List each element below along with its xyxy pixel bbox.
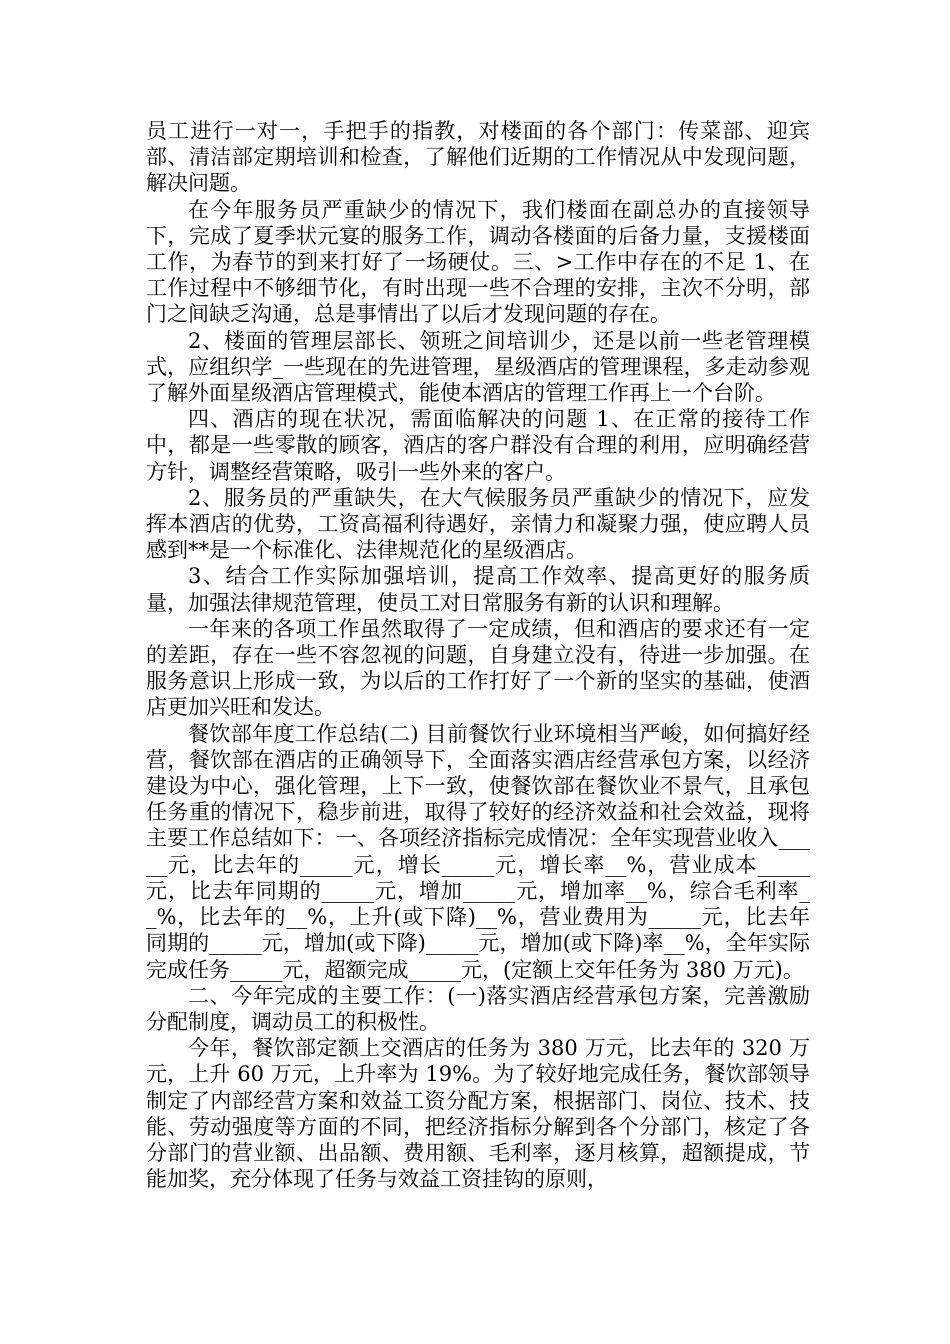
paragraph-9: 二、今年完成的主要工作：(一)落实酒店经营承包方案，完善激励分配制度，调动员工的积极性。	[146, 983, 810, 1034]
paragraph-8: 餐饮部年度工作总结(二) 目前餐饮行业环境相当严峻，如何搞好经营，餐饮部在酒店的正确领导下，全面落实酒店经营承包方案，以经济建设为中心，强化管理，上下一致，使餐饮部在餐饮业不景气，且承包任务重的情况下，稳步前进，取得了较好的经济效益和社会效益，现将主要工作总结如下：一、各项经济指标完成情况：全年实现营业收入_____元，比去年的_____元，增长_____元，增长率__%，营业成本_____元，比去年同期的_____元，增加_____元，增加率__%，综合毛利率__%，比去年的__%，上升(或下降)__%，营业费用为_____元，比去年同期的_____元，增加(或下降)_____元，增加(或下降)率__%，全年实际完成任务_____元，超额完成_____元，(定额上交年任务为 380 万元)。	[146, 721, 810, 982]
document-page	[146, 118, 810, 1192]
paragraph-2: 在今年服务员严重缺少的情况下，我们楼面在副总办的直接领导下，完成了夏季状元宴的服务工作，调动各楼面的后备力量，支援楼面工作，为春节的到来打好了一场硬仗。三、>工作中存在的不足 1、在工作过程中不够细节化，有时出现一些不合理的安排，主次不分明，部门之间缺乏沟通，总是事情出了以后才发现问题的存在。	[146, 197, 810, 327]
paragraph-5: 2、服务员的严重缺失，在大气候服务员严重缺少的情况下，应发挥本酒店的优势，工资高福利待遇好，亲情力和凝聚力强，使应聘人员感到**是一个标准化、法律规范化的星级酒店。	[146, 485, 810, 563]
paragraph-6: 3、结合工作实际加强培训，提高工作效率、提高更好的服务质量，加强法律规范管理，使员工对日常服务有新的认识和理解。	[146, 564, 810, 615]
paragraph-3: 2、楼面的管理层部长、领班之间培训少，还是以前一些老管理模式，应组织学_一些现在的先进管理，星级酒店的管理课程，多走动参观了解外面星级酒店管理模式，能使本酒店的管理工作再上一个台阶。	[146, 328, 810, 406]
paragraph-10: 今年，餐饮部定额上交酒店的任务为 380 万元，比去年的 320 万元，上升 60 万元，上升率为 19%。为了较好地完成任务，餐饮部领导制定了内部经营方案和效益工资分配方案，根据部门、岗位、技术、技能、劳动强度等方面的不同，把经济指标分解到各个分部门，核定了各分部门的营业额、出品额、费用额、毛利率，逐月核算，超额提成，节能加奖，充分体现了任务与效益工资挂钩的原则，	[146, 1036, 810, 1192]
paragraph-4: 四、酒店的现在状况，需面临解决的问题 1、在正常的接待工作中，都是一些零散的顾客，酒店的客户群没有合理的利用，应明确经营方针，调整经营策略，吸引一些外来的客户。	[146, 407, 810, 484]
paragraph-7: 一年来的各项工作虽然取得了一定成绩，但和酒店的要求还有一定的差距，存在一些不容忽视的问题，自身建立没有，待进一步加强。在服务意识上形成一致，为以后的工作打好了一个新的坚实的基础，使酒店更加兴旺和发达。	[146, 616, 810, 720]
paragraph-1: 员工进行一对一，手把手的指教，对楼面的各个部门：传菜部、迎宾部、清洁部定期培训和检查，了解他们近期的工作情况从中发现问题，解决问题。	[146, 119, 810, 196]
